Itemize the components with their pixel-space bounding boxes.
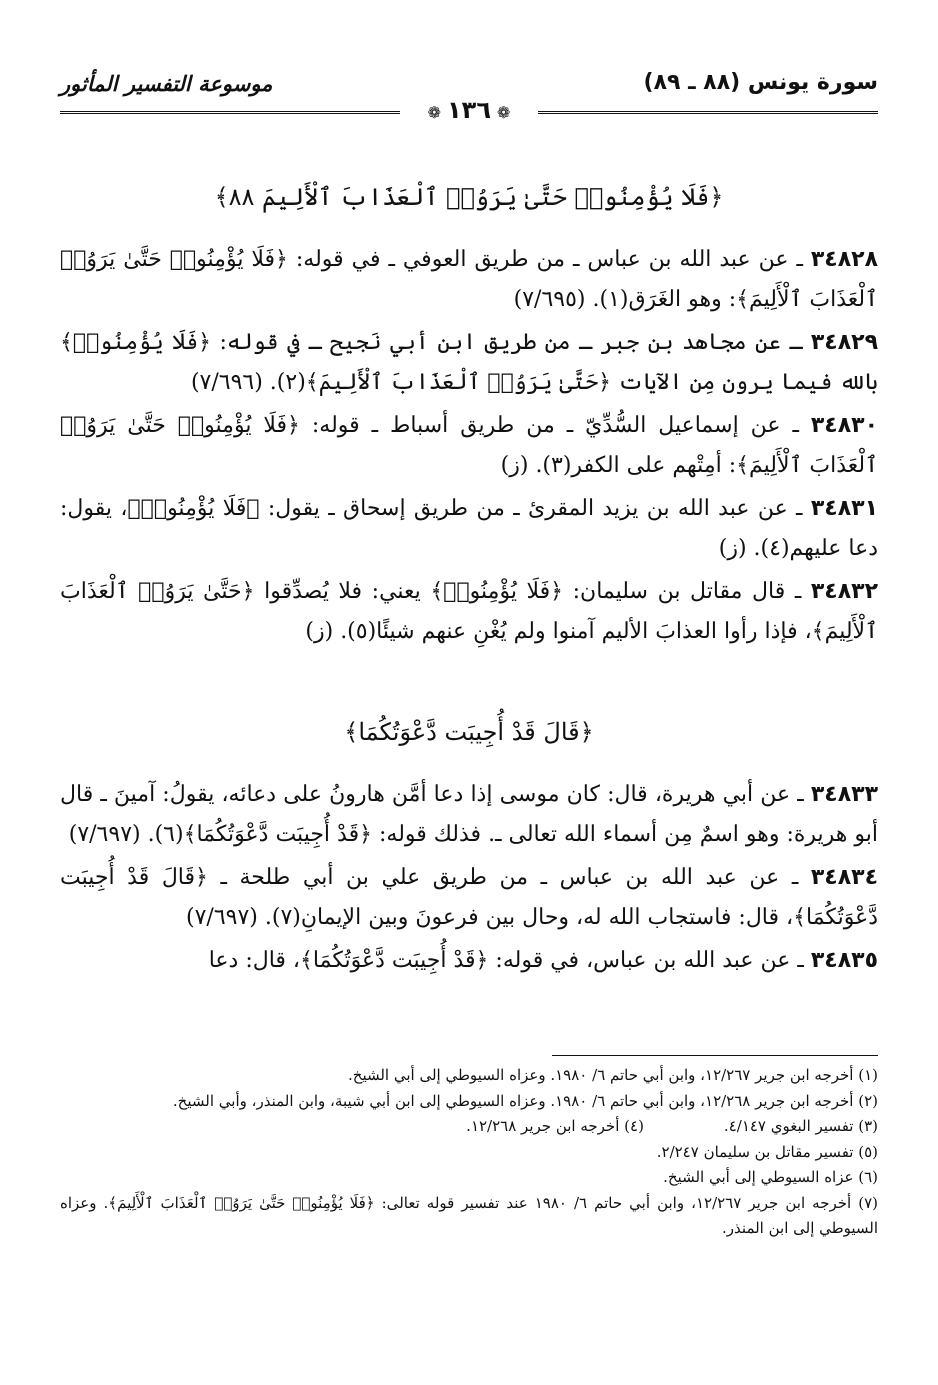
verse-heading-88: ﴿فَلَا يُؤْمِنُوا۟ حَتَّىٰ يَرَوُا۟ ٱلْعَذَابَ ٱلْأَلِيمَ ٨٨﴾: [214, 183, 724, 211]
footnote-divider: [552, 1055, 878, 1056]
footnotes: [60, 1063, 878, 1242]
narration-text: ـ عن عبد الله بن عباس ـ من طريق علي بن أبي طلحة ـ ﴿قَالَ قَدْ أُجِيبَت دَّعْوَتُكُمَا﴾، قال: فاستجاب الله له، وحال بين فرعونَ وبين الإيمانِ(٧). (٧/٦٩٧): [60, 865, 878, 930]
narration-text: ـ عن أبي هريرة، قال: كان موسى إذا دعا أمَّن هارونُ على دعائه، يقولُ: آمينَ ـ قال أبو هريرة: وهو اسمٌ مِن أسماء الله تعالى ـ. فذلك قوله: ﴿قَدْ أُجِيبَت دَّعْوَتُكُمَا﴾(٦). (٧/٦٩٧): [60, 782, 878, 847]
narration-text: ـ عن عبد الله بن عباس ـ من طريق العوفي ـ في قوله: ﴿فَلَا يُؤْمِنُوا۟ حَتَّىٰ يَرَوُا۟ ٱلْعَذَابَ ٱلْأَلِيمَ﴾: وهو الغَرَق(١). (٧/٦٩٥): [60, 247, 878, 312]
narration-number: ٣٤٨٣٥: [810, 948, 878, 973]
page-number-wrap: [60, 96, 878, 124]
narration-number: ٣٤٨٣١: [810, 496, 878, 521]
footnote: (٣) تفسير البغوي ٤/١٤٧.: [723, 1117, 878, 1135]
narration-number: ٣٤٨٣٣: [810, 782, 878, 807]
footnote: (٤) أخرجه ابن جرير ١٢/٢٦٨.: [466, 1117, 644, 1135]
book-title: موسوعة التفسير المأثور: [60, 72, 273, 96]
narration-number: ٣٤٨٣٤: [810, 865, 878, 890]
footnote-pair: [60, 1114, 878, 1140]
narration-entry: [60, 775, 878, 855]
verse-heading-89: ﴿قَالَ قَدْ أُجِيبَت دَّعْوَتُكُمَا﴾: [344, 718, 594, 746]
narration-entry: [60, 323, 878, 403]
section-89: [60, 775, 878, 984]
narration-number: ٣٤٨٣٠: [810, 413, 878, 438]
footnote: (٧) أخرجه ابن جرير ١٢/٢٦٧، وابن أبي حاتم ٦/ ١٩٨٠ عند تفسير قوله تعالى: ﴿فَلَا يُؤْمِنُوا۟ حَتَّىٰ يَرَوُا۟ ٱلْعَذَابَ ٱلْأَلِيمَ﴾. وعزاه السيوطي إلى ابن المنذر.: [60, 1193, 879, 1237]
narration-number: ٣٤٨٣٢: [810, 579, 878, 604]
narration-entry: [60, 941, 878, 981]
narration-text: ـ قال مقاتل بن سليمان: ﴿فَلَا يُؤْمِنُوا۟﴾ يعني: فلا يُصدِّقوا ﴿حَتَّىٰ يَرَوُا۟ ٱلْعَذَابَ ٱلْأَلِيمَ﴾، فإذا رأوا العذابَ الأليم آمنوا ولم يُغْنِ عنهم شيئًا(٥). (ز): [60, 579, 878, 644]
footnote: (١) أخرجه ابن جرير ١٢/٢٦٧، وابن أبي حاتم ٦/ ١٩٨٠. وعزاه السيوطي إلى أبي الشيخ.: [348, 1066, 878, 1084]
narration-text: ـ عن عبد الله بن عباس، في قوله: ﴿قَدْ أُجِيبَت دَّعْوَتُكُمَا﴾، قال: دعا: [208, 948, 804, 973]
ornament-icon: ❁: [427, 103, 442, 122]
surah-title: سورة يونس (٨٨ ـ ٨٩): [643, 70, 878, 95]
footnote: (٦) عزاه السيوطي إلى أبي الشيخ.: [663, 1168, 878, 1186]
page-header: [60, 68, 878, 128]
narration-entry: [60, 240, 878, 320]
narration-entry: [60, 572, 878, 652]
section-88: [60, 240, 878, 655]
ornament-icon: ❁: [496, 103, 511, 122]
narration-entry: [60, 489, 878, 569]
narration-entry: [60, 406, 878, 486]
footnote: (٥) تفسير مقاتل بن سليمان ٢/٢٤٧.: [656, 1142, 878, 1161]
footnote: (٢) أخرجه ابن جرير ١٢/٢٦٨، وابن أبي حاتم ٦/ ١٩٨٠. وعزاه السيوطي إلى ابن أبي شيبة، وابن المنذر، وأبي الشيخ.: [172, 1091, 878, 1110]
narration-text: ـ عن مجاهد بن جبر ـ من طريق ابن أبي نَجيح ـ في قوله: ﴿فَلَا يُؤْمِنُوا۟﴾ بالله فيما يرون مِن الآيات ﴿حَتَّىٰ يَرَوُا۟ ٱلْعَذَابَ ٱلْأَلِيمَ﴾(٢). (٧/٦٩٦): [60, 330, 878, 395]
narration-text: ـ عن إسماعيل السُّدِّيّ ـ من طريق أسباط ـ قوله: ﴿فَلَا يُؤْمِنُوا۟ حَتَّىٰ يَرَوُا۟ ٱلْعَذَابَ ٱلْأَلِيمَ﴾: أمِتْهم على الكفر(٣). (ز): [60, 413, 878, 478]
narration-number: ٣٤٨٢٩: [810, 330, 878, 355]
page-number: ١٣٦: [447, 96, 491, 124]
narration-text: ـ عن عبد الله بن يزيد المقرئ ـ من طريق إسحاق ـ يقول: ﴿فَلَا يُؤْمِنُوا۟﴾، يقول: دعا عليهم(٤). (ز): [60, 496, 878, 561]
narration-entry: [60, 858, 878, 938]
narration-number: ٣٤٨٢٨: [810, 247, 879, 272]
